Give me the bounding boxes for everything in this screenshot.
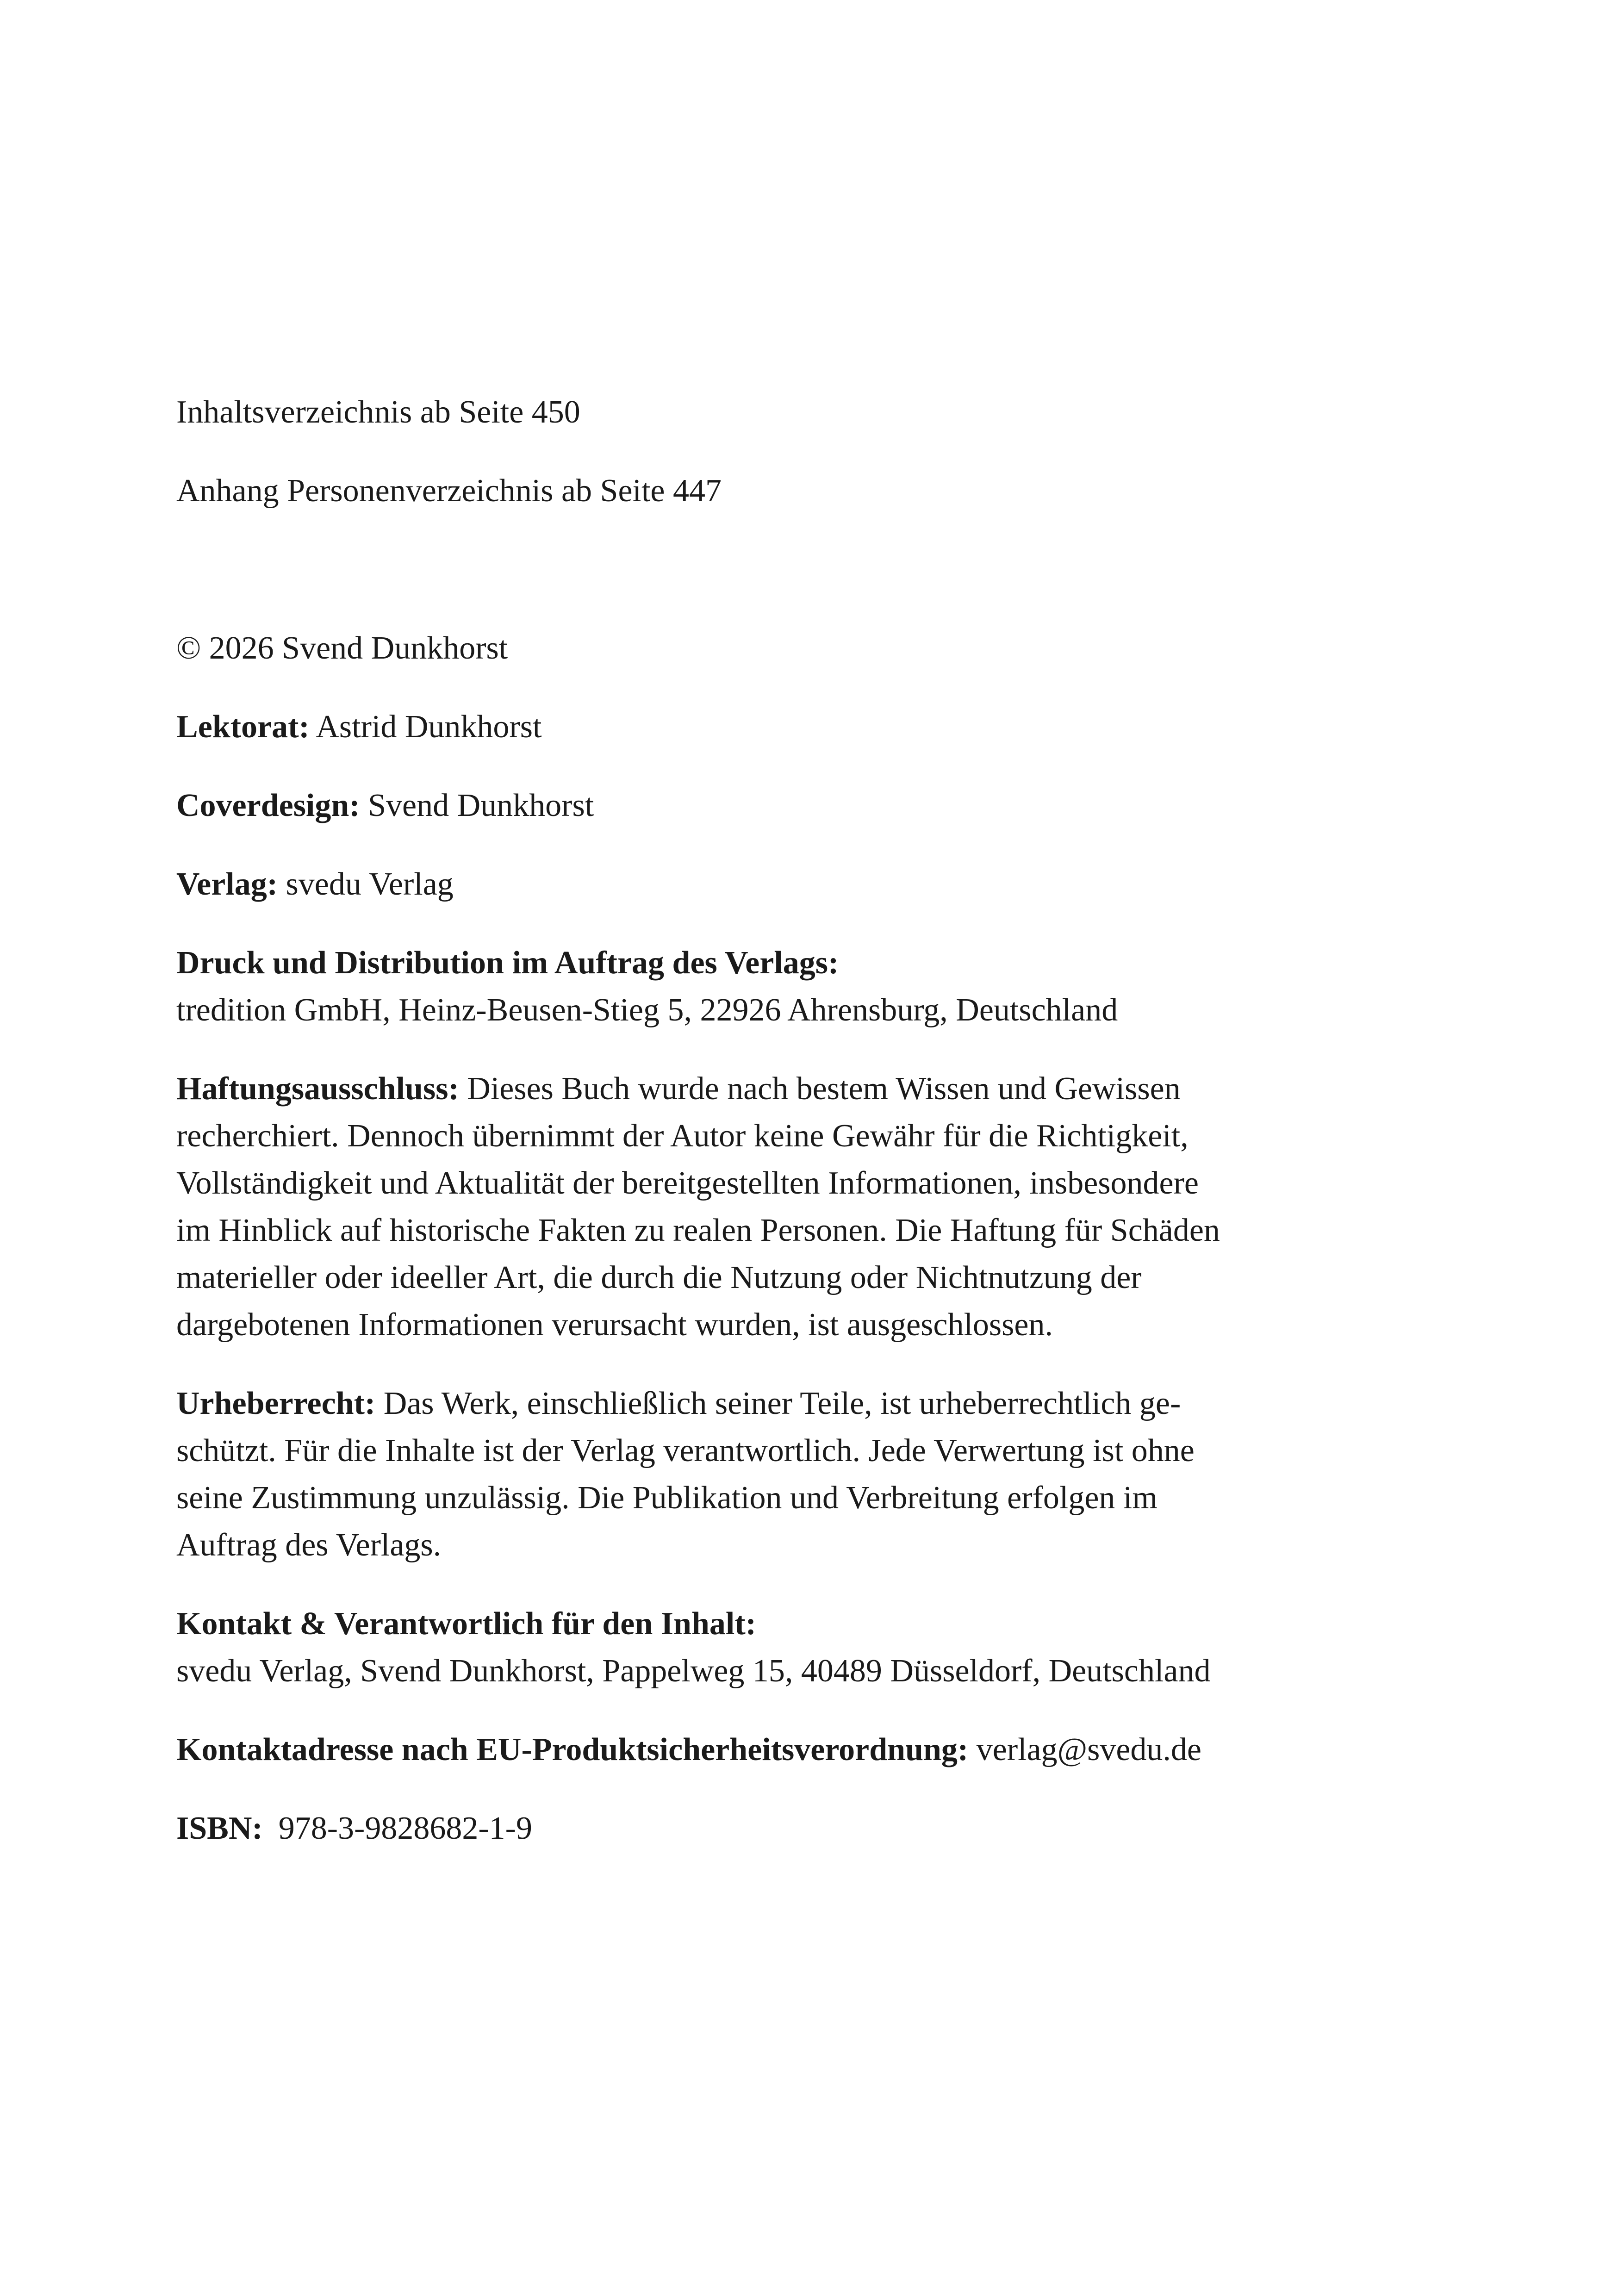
druck-label: Druck und Distribution im Auftrag des Verlags:: [176, 945, 839, 981]
appendix-reference-block: [176, 467, 1463, 515]
eu-kontakt-label: Kontaktadresse nach EU-Produktsicherheitsverordnung:: [176, 1732, 969, 1767]
verlag-value: svedu Verlag: [286, 866, 454, 902]
verlag-label: Verlag:: [176, 866, 278, 902]
urheberrecht-line: Auftrag des Verlags.: [176, 1527, 442, 1563]
imprint-page: [176, 389, 1463, 1852]
haftung-line: im Hinblick auf historische Fakten zu realen Personen. Die Haftung für Schäden: [176, 1213, 1220, 1248]
urheberrecht-line: Das Werk, einschließlich seiner Teile, ist urheberrechtlich ge-: [383, 1386, 1181, 1421]
toc-reference: [176, 389, 1463, 436]
urheberrecht-entry: [176, 1380, 1463, 1569]
coverdesign-label: Coverdesign:: [176, 788, 360, 823]
contents-reference: Inhaltsverzeichnis ab Seite 450: [176, 394, 580, 430]
coverdesign-value: Svend Dunkhorst: [368, 788, 594, 823]
kontakt-value: svedu Verlag, Svend Dunkhorst, Pappelweg 15, 40489 Düsseldorf, Deutschland: [176, 1653, 1211, 1689]
druck-entry: [176, 940, 1463, 1034]
appendix-reference: Anhang Personenverzeichnis ab Seite 447: [176, 473, 722, 509]
urheberrecht-label: Urheberrecht:: [176, 1386, 376, 1421]
urheberrecht-line: seine Zustimmung unzulässig. Die Publikation und Verbreitung erfolgen im: [176, 1480, 1157, 1516]
coverdesign-entry: [176, 782, 1463, 829]
haftung-label: Haftungsausschluss:: [176, 1071, 459, 1107]
haftung-line: Vollständigkeit und Aktualität der bereitgestellten Informationen, insbesondere: [176, 1165, 1199, 1201]
eu-kontakt-entry: [176, 1726, 1463, 1773]
druck-value: tredition GmbH, Heinz-Beusen-Stieg 5, 22926 Ahrensburg, Deutschland: [176, 992, 1118, 1028]
haftung-line: materieller oder ideeller Art, die durch die Nutzung oder Nichtnutzung der: [176, 1260, 1142, 1295]
copyright-notice: [176, 625, 1463, 672]
haftung-entry: [176, 1065, 1463, 1349]
kontakt-entry: [176, 1600, 1463, 1695]
haftung-line: recherchiert. Dennoch übernimmt der Autor keine Gewähr für die Richtigkeit,: [176, 1118, 1189, 1154]
isbn-value: 978-3-9828682-1-9: [278, 1811, 532, 1846]
lektorat-entry: [176, 703, 1463, 751]
copyright-text: © 2026 Svend Dunkhorst: [176, 630, 508, 666]
verlag-entry: [176, 861, 1463, 908]
haftung-line: dargebotenen Informationen verursacht wurden, ist ausgeschlossen.: [176, 1307, 1053, 1343]
kontakt-label: Kontakt & Verantwortlich für den Inhalt:: [176, 1606, 756, 1642]
urheberrecht-line: schützt. Für die Inhalte ist der Verlag verantwortlich. Jede Verwertung ist ohne: [176, 1433, 1195, 1468]
lektorat-value: Astrid Dunkhorst: [316, 709, 542, 745]
lektorat-label: Lektorat:: [176, 709, 310, 745]
isbn-label: ISBN:: [176, 1811, 263, 1846]
haftung-line: Dieses Buch wurde nach bestem Wissen und Gewissen: [467, 1071, 1181, 1107]
eu-kontakt-email[interactable]: verlag@svedu.de: [976, 1732, 1201, 1767]
isbn-entry: [176, 1805, 1463, 1852]
